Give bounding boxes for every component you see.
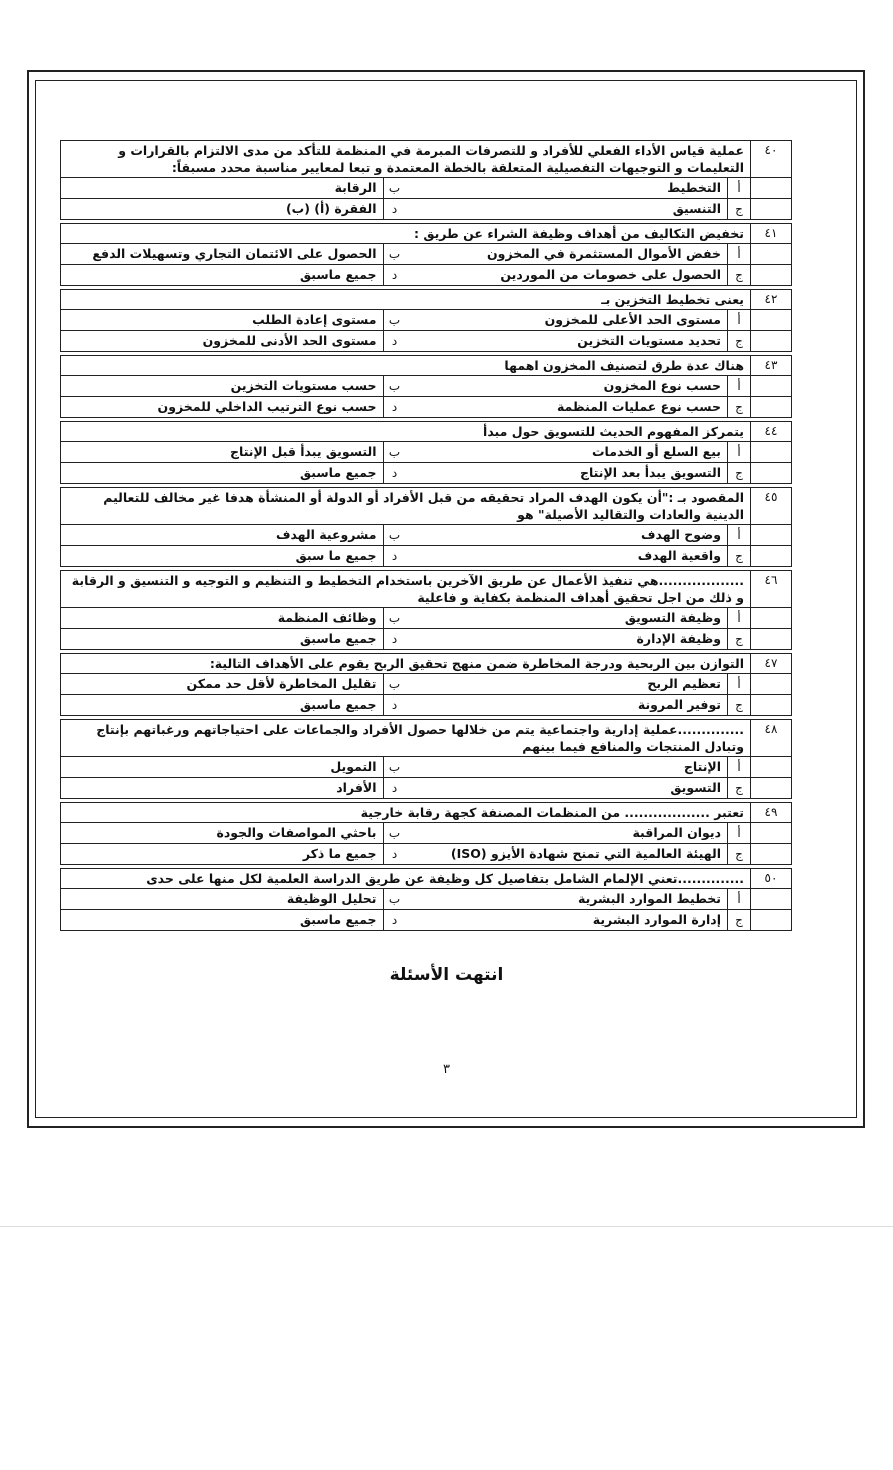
option-text: حسب نوع عمليات المنظمة (556, 399, 721, 414)
question-text: يعنى تخطيط التخزين بـ (601, 292, 744, 307)
option-text: باحثي المواصفات والجودة (216, 825, 377, 840)
number-column-cell (750, 695, 791, 715)
question-header (61, 422, 791, 442)
question-sheet (60, 140, 792, 934)
option-text: واقعية الهدف (637, 548, 721, 563)
question-number: ٤٨ (750, 720, 791, 756)
option-letter: د (383, 331, 406, 351)
option-letter: أ (727, 674, 750, 694)
option-letter: ج (727, 844, 750, 864)
options-row (61, 244, 791, 265)
question-block (60, 719, 792, 799)
question-number: ٤٠ (750, 141, 791, 177)
option-text: تخطيط الموارد البشرية (577, 891, 721, 906)
question-number: ٤٩ (750, 803, 791, 822)
question-text: عملية قياس الأداء الفعلي للأفراد و للتصرفات المبرمة في المنظمة للتأكد من مدى الالتزام بالقرارات و التعليمات و التوجيهات التفصيلية المتعلقة بالخطة المعتمدة و تبعا لمعايير مناسبة محدد مسبقاً: (118, 143, 744, 175)
option-letter: أ (727, 178, 750, 198)
option-letter: ب (383, 889, 406, 909)
option-letter: د (383, 265, 406, 285)
question-text: تخفيض التكاليف من أهداف وظيفة الشراء عن طريق : (413, 226, 744, 241)
question-text: ..............تعني الإلمام الشامل بتفاصيل كل وظيفة عن طريق الدراسة العلمية لكل منها على حدى (146, 871, 744, 886)
option-letter: ج (727, 199, 750, 219)
option-text: جميع ماسبق (300, 267, 377, 282)
question-block (60, 487, 792, 567)
question-block (60, 802, 792, 865)
number-column-cell (750, 397, 791, 417)
option-letter: أ (727, 376, 750, 396)
question-text: التوازن بين الربحية ودرجة المخاطرة ضمن منهج تحقيق الربح يقوم على الأهداف التالية: (209, 656, 744, 671)
option-text: تعظيم الربح (647, 676, 721, 691)
number-column-cell (750, 525, 791, 545)
options-row (61, 608, 791, 629)
number-column-cell (750, 910, 791, 930)
option-text: التسويق يبدأ قبل الإنتاج (230, 444, 377, 459)
number-column-cell (750, 546, 791, 566)
options-row (61, 178, 791, 199)
number-column-cell (750, 199, 791, 219)
number-column-cell (750, 265, 791, 285)
question-text: ..............عملية إدارية واجتماعية يتم من خلالها حصول الأفراد والجماعات على احتياجاتهم ورغباتهم بإنتاج وتبادل المنتجات والمنافع فيما بينهم (96, 722, 744, 754)
option-text: توفير المرونة (637, 697, 721, 712)
number-column-cell (750, 244, 791, 264)
option-text: الحصول على الائتمان التجاري وتسهيلات الدفع (92, 246, 377, 261)
option-letter: ج (727, 629, 750, 649)
options-row (61, 442, 791, 463)
option-letter: أ (727, 310, 750, 330)
number-column-cell (750, 442, 791, 462)
question-header (61, 224, 791, 244)
question-text: تعتبر .................. من المنظمات المصنفة كجهة رقابة خارجية (360, 805, 744, 820)
options-row (61, 331, 791, 351)
option-letter: ب (383, 525, 406, 545)
number-column-cell (750, 331, 791, 351)
options-row (61, 525, 791, 546)
option-text: تحديد مستويات التخزين (577, 333, 721, 348)
question-block (60, 570, 792, 650)
option-letter: د (383, 546, 406, 566)
option-letter: ج (727, 463, 750, 483)
question-header (61, 654, 791, 674)
question-text: المقصود بـ :"أن يكون الهدف المراد تحقيقه من قبل الأفراد أو الدولة أو المنشأة هدفا غير مخالف للتعاليم الدينية والعادات والتقاليد الأصيلة" هو (103, 490, 744, 522)
option-letter: ج (727, 778, 750, 798)
option-letter: ج (727, 265, 750, 285)
option-text: حسب مستويات التخزين (230, 378, 377, 393)
option-letter: د (383, 397, 406, 417)
question-header (61, 571, 791, 608)
option-letter: ج (727, 910, 750, 930)
option-letter: د (383, 199, 406, 219)
end-of-questions: انتهت الأسئلة (389, 965, 504, 985)
number-column-cell (750, 823, 791, 843)
option-text: تقليل المخاطرة لأقل حد ممكن (186, 676, 377, 691)
option-letter: أ (727, 525, 750, 545)
options-row (61, 310, 791, 331)
option-text: وظيفة الإدارة (636, 631, 721, 646)
options-row (61, 397, 791, 417)
number-column-cell (750, 376, 791, 396)
options-row (61, 757, 791, 778)
options-row (61, 199, 791, 219)
option-letter: ب (383, 823, 406, 843)
option-text: جميع ماسبق (300, 697, 377, 712)
options-row (61, 778, 791, 798)
option-text: مشروعية الهدف (275, 527, 377, 542)
question-header (61, 869, 791, 889)
options-row (61, 546, 791, 566)
option-text: حسب نوع الترتيب الداخلي للمخزون (157, 399, 377, 414)
option-letter: د (383, 778, 406, 798)
question-text: ..................هي تنفيذ الأعمال عن طريق الآخرين باستخدام التخطيط و التنظيم و التوجيه و التنسيق و الرقابة و ذلك من اجل تحقيق أهداف المنظمة بكفاية و فاعلية (71, 573, 744, 605)
option-letter: ب (383, 376, 406, 396)
option-letter: د (383, 695, 406, 715)
option-letter: د (383, 463, 406, 483)
options-row (61, 265, 791, 285)
options-row (61, 844, 791, 864)
option-text: الإنتاج (683, 759, 721, 774)
option-text: الفقرة (أ) (ب) (285, 201, 377, 216)
option-letter: ب (383, 608, 406, 628)
option-text: التسويق (670, 780, 721, 795)
question-header (61, 488, 791, 525)
question-block (60, 355, 792, 418)
options-row (61, 823, 791, 844)
option-letter: ج (727, 397, 750, 417)
option-text: مستوى الحد الأعلى للمخزون (544, 312, 721, 327)
option-letter: ج (727, 546, 750, 566)
number-column-cell (750, 757, 791, 777)
question-number: ٤١ (750, 224, 791, 243)
options-row (61, 910, 791, 930)
question-header (61, 290, 791, 310)
question-block (60, 653, 792, 716)
option-text: مستوى إعادة الطلب (252, 312, 377, 327)
option-text: وظيفة التسويق (624, 610, 721, 625)
option-text: الرقابة (334, 180, 377, 195)
number-column-cell (750, 674, 791, 694)
option-letter: ب (383, 310, 406, 330)
option-text: جميع ماسبق (300, 631, 377, 646)
option-text: بيع السلع أو الخدمات (592, 444, 721, 459)
question-block (60, 140, 792, 220)
question-header (61, 141, 791, 178)
option-text: وضوح الهدف (640, 527, 721, 542)
option-letter: د (383, 629, 406, 649)
number-column-cell (750, 629, 791, 649)
question-number: ٤٥ (750, 488, 791, 524)
option-letter: أ (727, 442, 750, 462)
number-column-cell (750, 778, 791, 798)
number-column-cell (750, 889, 791, 909)
number-column-cell (750, 463, 791, 483)
question-number: ٤٤ (750, 422, 791, 441)
question-block (60, 223, 792, 286)
question-block (60, 421, 792, 484)
option-letter: ب (383, 244, 406, 264)
option-text: التخطيط (667, 180, 721, 195)
question-number: ٥٠ (750, 869, 791, 888)
option-text: وظائف المنظمة (277, 610, 377, 625)
number-column-cell (750, 178, 791, 198)
question-number: ٤٢ (750, 290, 791, 309)
question-header (61, 356, 791, 376)
scan-edge-line (0, 1226, 893, 1227)
options-row (61, 889, 791, 910)
question-block (60, 289, 792, 352)
option-letter: ج (727, 331, 750, 351)
option-letter: د (383, 910, 406, 930)
option-text: التنسيق (672, 201, 721, 216)
option-letter: أ (727, 608, 750, 628)
option-letter: ب (383, 674, 406, 694)
option-text: مستوى الحد الأدنى للمخزون (202, 333, 377, 348)
option-text: جميع ماسبق (300, 465, 377, 480)
option-text: خفض الأموال المستثمرة في المخزون (487, 246, 721, 261)
option-letter: ب (383, 178, 406, 198)
option-text: جميع ماسبق (300, 912, 377, 927)
option-text: التمويل (330, 759, 377, 774)
options-row (61, 674, 791, 695)
options-row (61, 695, 791, 715)
question-number: ٤٦ (750, 571, 791, 607)
question-number: ٤٧ (750, 654, 791, 673)
option-letter: أ (727, 823, 750, 843)
option-letter: ب (383, 757, 406, 777)
option-text: إدارة الموارد البشرية (592, 912, 721, 927)
question-number: ٤٣ (750, 356, 791, 375)
option-text: تحليل الوظيفة (286, 891, 377, 906)
option-letter: ج (727, 695, 750, 715)
question-header (61, 720, 791, 757)
option-text: جميع ما ذكر (302, 846, 377, 861)
option-text: الأفراد (336, 780, 377, 795)
option-letter: د (383, 844, 406, 864)
option-text: ديوان المراقبة (632, 825, 721, 840)
options-row (61, 376, 791, 397)
question-text: يتمركز المفهوم الحديث للتسويق حول مبدأ (483, 424, 744, 439)
option-letter: أ (727, 757, 750, 777)
option-text: الحصول على خصومات من الموردين (500, 267, 721, 282)
number-column-cell (750, 310, 791, 330)
question-header (61, 803, 791, 823)
option-letter: ب (383, 442, 406, 462)
question-block (60, 868, 792, 931)
options-row (61, 463, 791, 483)
options-row (61, 629, 791, 649)
option-text: جميع ما سبق (295, 548, 377, 563)
question-text: هناك عدة طرق لتصنيف المخزون اهمها (504, 358, 744, 373)
option-text: التسويق يبدأ بعد الإنتاج (579, 465, 721, 480)
option-letter: أ (727, 244, 750, 264)
page-number: ٣ (443, 1062, 450, 1077)
option-text: حسب نوع المخزون (603, 378, 721, 393)
number-column-cell (750, 844, 791, 864)
option-letter: أ (727, 889, 750, 909)
option-text: الهيئة العالمية التي تمنح شهادة الأيزو (ISO) (450, 846, 721, 861)
number-column-cell (750, 608, 791, 628)
